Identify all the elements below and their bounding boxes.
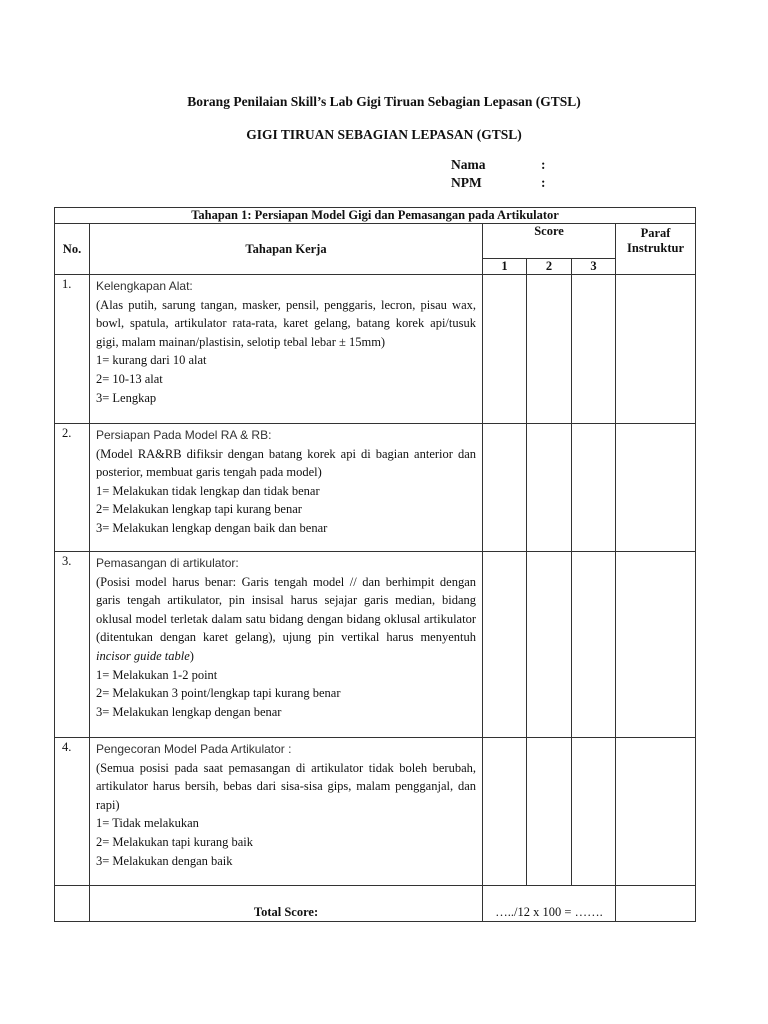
score-cell-2[interactable] bbox=[527, 552, 572, 738]
table-row bbox=[55, 424, 696, 552]
criteria-item: 1= kurang dari 10 alat bbox=[96, 353, 207, 368]
row-number: 3. bbox=[55, 552, 90, 738]
nama-colon: : bbox=[541, 157, 546, 172]
criteria-item: 2= 10-13 alat bbox=[96, 371, 163, 386]
criteria-item: 2= Melakukan lengkap tapi kurang benar bbox=[96, 502, 302, 517]
col-no-header: No. bbox=[55, 224, 90, 275]
row-number: 2. bbox=[55, 424, 90, 552]
criteria-item: 3= Melakukan dengan baik bbox=[96, 853, 233, 868]
score-cell-3[interactable] bbox=[572, 275, 616, 424]
task-title: Persiapan Pada Model RA & RB: bbox=[96, 428, 272, 442]
nama-label: Nama bbox=[451, 157, 486, 172]
task-cell bbox=[90, 424, 483, 552]
document-subtitle: GIGI TIRUAN SEBAGIAN LEPASAN (GTSL) bbox=[246, 127, 522, 142]
task-cell bbox=[90, 275, 483, 424]
npm-colon: : bbox=[541, 175, 546, 190]
score-cell-3[interactable] bbox=[572, 738, 616, 886]
score-cell-2[interactable] bbox=[527, 738, 572, 886]
task-title: Pemasangan di artikulator: bbox=[96, 556, 239, 570]
row-number: 4. bbox=[55, 738, 90, 886]
criteria-item: 3= Melakukan lengkap dengan benar bbox=[96, 704, 282, 719]
col-task-header: Tahapan Kerja bbox=[90, 224, 483, 275]
paraf-cell[interactable] bbox=[616, 275, 696, 424]
criteria-item: 1= Tidak melakukan bbox=[96, 816, 199, 831]
total-score-formula[interactable]: …../12 x 100 = ……. bbox=[483, 886, 616, 922]
table-row bbox=[55, 275, 696, 424]
paraf-cell[interactable] bbox=[616, 738, 696, 886]
task-cell bbox=[90, 552, 483, 738]
task-description-italic: incisor guide table bbox=[96, 648, 190, 663]
task-description: (Semua posisi pada saat pemasangan di artikulator tidak boleh berubah, artikulator harus bersih, bebas dari sisa-sisa gips, malam pengganjal, dan rapi) bbox=[96, 760, 476, 812]
task-description-text: (Posisi model harus benar: Garis tengah model // dan berhimpit dengan garis tengah artikulator, pin insisal harus sejajar garis median, bidang oklusal model terletak dalam satu bidang dengan bidang oklusal artikulator (ditentukan dengan karet gelang), ujung pin vertikal harus menyentuh bbox=[96, 574, 476, 645]
table-row bbox=[55, 738, 696, 886]
total-score-label: Total Score: bbox=[90, 886, 483, 922]
assessment-table bbox=[54, 207, 696, 922]
score-cell-2[interactable] bbox=[527, 275, 572, 424]
task-description bbox=[96, 573, 476, 666]
column-header-row bbox=[55, 224, 696, 259]
task-cell bbox=[90, 738, 483, 886]
score-col-2: 2 bbox=[527, 259, 572, 275]
total-no-cell bbox=[55, 886, 90, 922]
score-cell-3[interactable] bbox=[572, 424, 616, 552]
task-description: (Alas putih, sarung tangan, masker, pensil, penggaris, lecron, pisau wax, bowl, spatula, artikulator rata-rata, karet gelang, batang korek api/tusuk gigi, malam mainan/plastisin, selotip tebal lebar ± 15mm) bbox=[96, 297, 476, 349]
task-description: (Model RA&RB difiksir dengan batang korek api di bagian anterior dan posterior, membuat garis tengah pada model) bbox=[96, 446, 476, 480]
score-col-3: 3 bbox=[572, 259, 616, 275]
task-title: Pengecoran Model Pada Artikulator : bbox=[96, 742, 292, 756]
task-title: Kelengkapan Alat: bbox=[96, 279, 193, 293]
nama-field bbox=[451, 157, 546, 173]
paraf-cell[interactable] bbox=[616, 552, 696, 738]
score-cell-2[interactable] bbox=[527, 424, 572, 552]
total-row bbox=[55, 886, 696, 922]
criteria-item: 3= Lengkap bbox=[96, 390, 157, 405]
score-cell-1[interactable] bbox=[483, 275, 527, 424]
stage-header-row bbox=[55, 208, 696, 224]
row-number: 1. bbox=[55, 275, 90, 424]
paraf-cell[interactable] bbox=[616, 424, 696, 552]
score-cell-1[interactable] bbox=[483, 738, 527, 886]
total-paraf-cell[interactable] bbox=[616, 886, 696, 922]
score-cell-1[interactable] bbox=[483, 552, 527, 738]
npm-label: NPM bbox=[451, 175, 482, 190]
score-cell-1[interactable] bbox=[483, 424, 527, 552]
score-cell-3[interactable] bbox=[572, 552, 616, 738]
stage-title: Tahapan 1: Persiapan Model Gigi dan Pemasangan pada Artikulator bbox=[55, 208, 696, 224]
task-description-end: ) bbox=[189, 648, 194, 663]
criteria-item: 2= Melakukan 3 point/lengkap tapi kurang benar bbox=[96, 686, 341, 701]
col-paraf-header: Paraf Instruktur bbox=[616, 224, 696, 275]
table-row bbox=[55, 552, 696, 738]
npm-field bbox=[451, 175, 546, 191]
criteria-item: 1= Melakukan 1-2 point bbox=[96, 667, 218, 682]
criteria-item: 1= Melakukan tidak lengkap dan tidak benar bbox=[96, 483, 320, 498]
document-title: Borang Penilaian Skill’s Lab Gigi Tiruan Sebagian Lepasan (GTSL) bbox=[187, 94, 581, 109]
score-col-1: 1 bbox=[483, 259, 527, 275]
criteria-item: 2= Melakukan tapi kurang baik bbox=[96, 834, 254, 849]
col-score-header: Score bbox=[483, 224, 616, 259]
criteria-item: 3= Melakukan lengkap dengan baik dan benar bbox=[96, 520, 328, 535]
